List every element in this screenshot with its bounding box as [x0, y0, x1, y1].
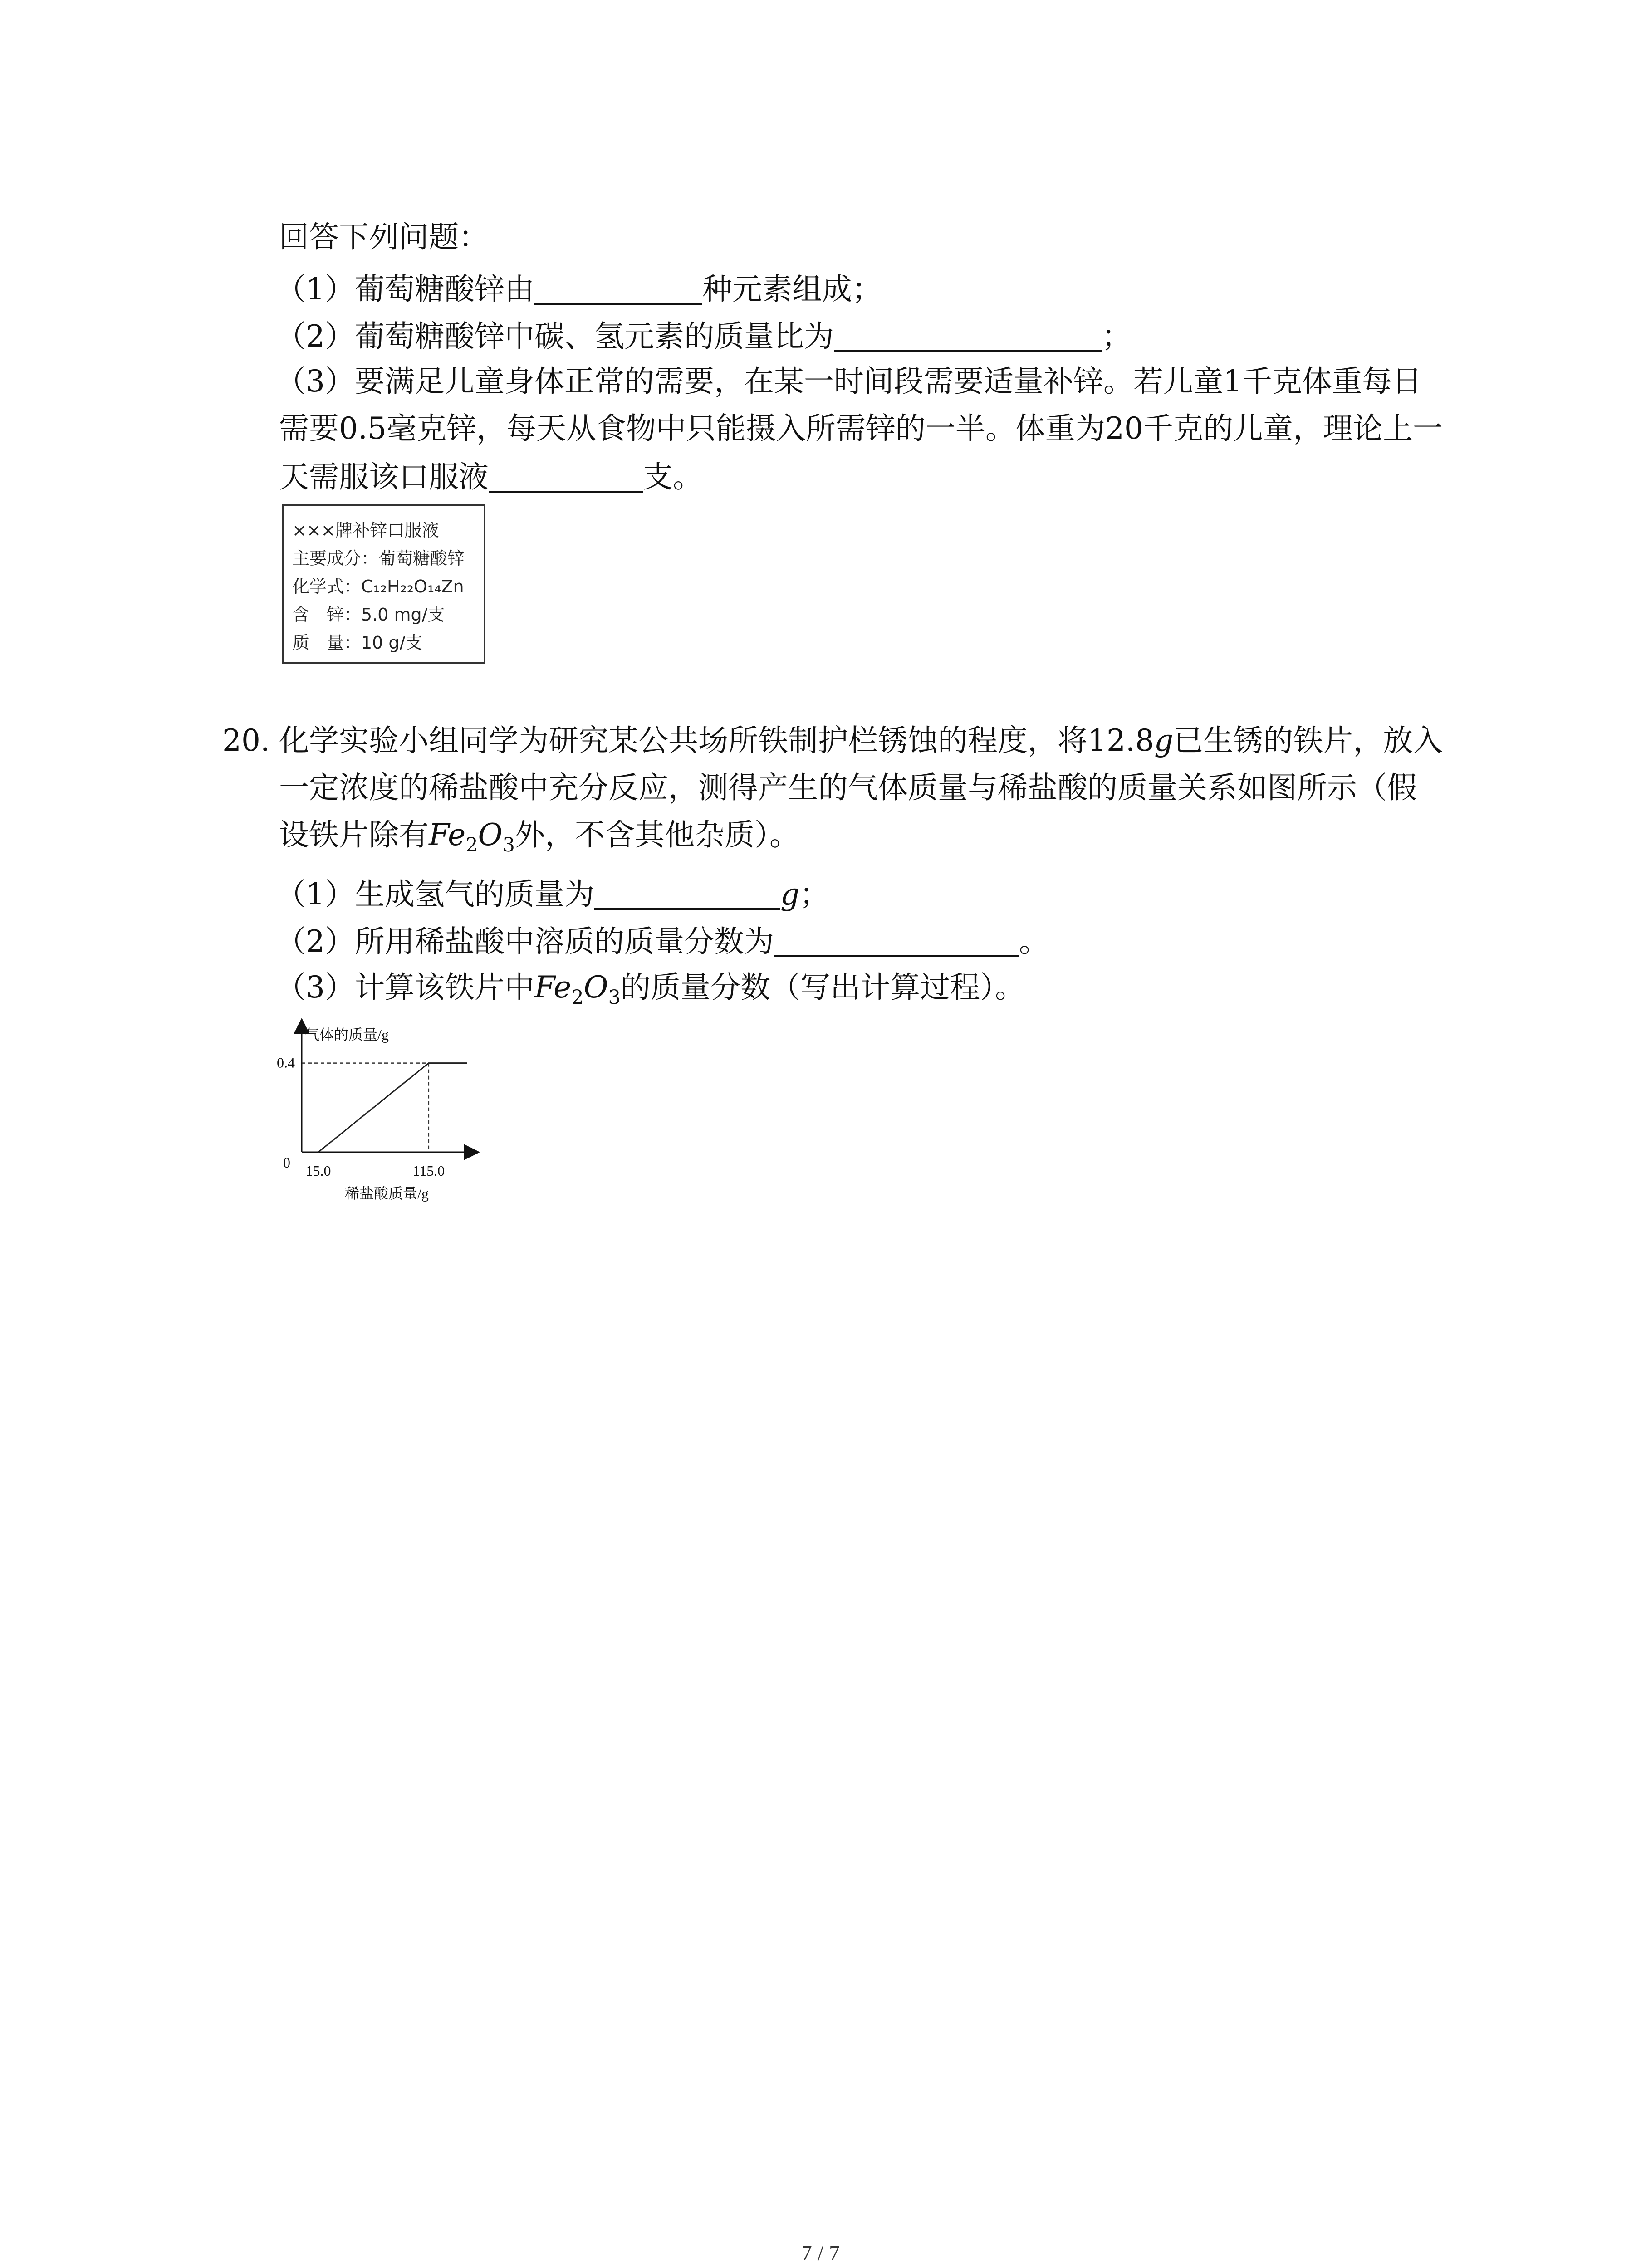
q19-part2-text-after: ； — [1102, 319, 1132, 354]
product-label — [282, 504, 485, 664]
q20-part2-answer-blank[interactable] — [774, 925, 1019, 957]
q20-line3-text: 设铁片除有 — [279, 817, 429, 852]
x-tick-label: 115.0 — [412, 1163, 445, 1179]
q19-part1-answer-blank[interactable] — [534, 273, 702, 305]
q19-part3-line1: （3）要满足儿童身体正常的需要，在某一时间段需要适量补锌。若儿童1千克体重每日 — [276, 364, 1422, 399]
intro-text: 回答下列问题： — [279, 220, 489, 254]
y-axis-label: 气体的质量/g — [305, 1026, 389, 1043]
q20-part1-unit: g — [780, 877, 800, 912]
q20-line1 — [279, 723, 1443, 758]
x-tick-label: 15.0 — [305, 1163, 331, 1179]
q19-part2-answer-blank[interactable] — [834, 320, 1102, 352]
q20-part3-formula-o: O — [583, 970, 608, 1005]
q19-part3-answer-blank[interactable] — [489, 461, 643, 493]
q20-line3 — [279, 817, 799, 857]
q20-number: 20. — [222, 723, 270, 758]
label-brand: ×××牌补锌口服液 — [292, 520, 439, 540]
label-formula — [292, 572, 475, 601]
q20-formula-sub2: 2 — [465, 834, 478, 857]
label-formula-prefix: 化学式： — [292, 577, 362, 596]
q20-line1-text: 化学实验小组同学为研究某公共场所铁制护栏锈蚀的程度，将12.8 — [279, 723, 1154, 758]
q20-formula-o: O — [478, 817, 503, 852]
q20-part2 — [276, 925, 1049, 957]
q20-part2-text: （2）所用稀盐酸中溶质的质量分数为 — [276, 924, 774, 959]
q19-part1-text-after: 种元素组成； — [702, 272, 882, 307]
label-formula-value: C₁₂H₂₂O₁₄Zn — [361, 577, 464, 596]
series-line — [318, 1063, 468, 1152]
q20-part3-text-after: 的质量分数（写出计算过程）。 — [620, 970, 1025, 1005]
q20-part3-text: （3）计算该铁片中 — [276, 970, 534, 1005]
label-mass: 质 量：10 g/支 — [292, 633, 423, 653]
q20-part3-formula-fe: Fe — [534, 970, 572, 1005]
q19-part3-text: 天需服该口服液 — [279, 459, 489, 494]
q20-part3-formula-sub3: 3 — [608, 986, 621, 1009]
gas-mass-chart — [263, 1016, 481, 1216]
q20-part1 — [276, 878, 829, 910]
y-tick-label: 0.4 — [277, 1054, 295, 1071]
label-ingredient: 主要成分：葡萄糖酸锌 — [292, 548, 465, 568]
x-axis-label: 稀盐酸质量/g — [345, 1185, 429, 1202]
q20-part3 — [276, 970, 1025, 1009]
q20-formula-sub3: 3 — [502, 834, 515, 857]
q20-line3-text-after: 外，不含其他杂质）。 — [514, 817, 799, 852]
q20-line1-text-after: 已生锈的铁片，放入 — [1173, 723, 1443, 758]
q20-formula-fe: Fe — [429, 817, 466, 852]
q20-line2: 一定浓度的稀盐酸中充分反应，测得产生的气体质量与稀盐酸的质量关系如图所示（假 — [279, 770, 1417, 805]
q20-part1-text-after: ； — [799, 877, 830, 912]
q19-part1-text: （1）葡萄糖酸锌由 — [276, 272, 534, 307]
q19-part2-text: （2）葡萄糖酸锌中碳、氢元素的质量比为 — [276, 319, 834, 354]
q20-line1-unit: g — [1154, 723, 1174, 758]
q20-part1-text: （1）生成氢气的质量为 — [276, 877, 594, 912]
q19-part3-line3 — [279, 461, 703, 493]
q19-part3-line2: 需要0.5毫克锌，每天从食物中只能摄入所需锌的一半。体重为20千克的儿童，理论上一 — [279, 411, 1443, 446]
q20-part3-formula-sub2: 2 — [571, 986, 584, 1009]
q19-part2 — [276, 320, 1132, 352]
label-zinc-content: 含 锌：5.0 mg/支 — [292, 605, 445, 625]
q19-part1 — [276, 273, 882, 305]
origin-label: 0 — [283, 1154, 290, 1171]
q20-part2-text-after: 。 — [1019, 924, 1049, 959]
q20-part1-answer-blank[interactable] — [594, 878, 780, 910]
q19-part3-text-after: 支。 — [643, 459, 703, 494]
page-number: 7 / 7 — [801, 2241, 840, 2265]
